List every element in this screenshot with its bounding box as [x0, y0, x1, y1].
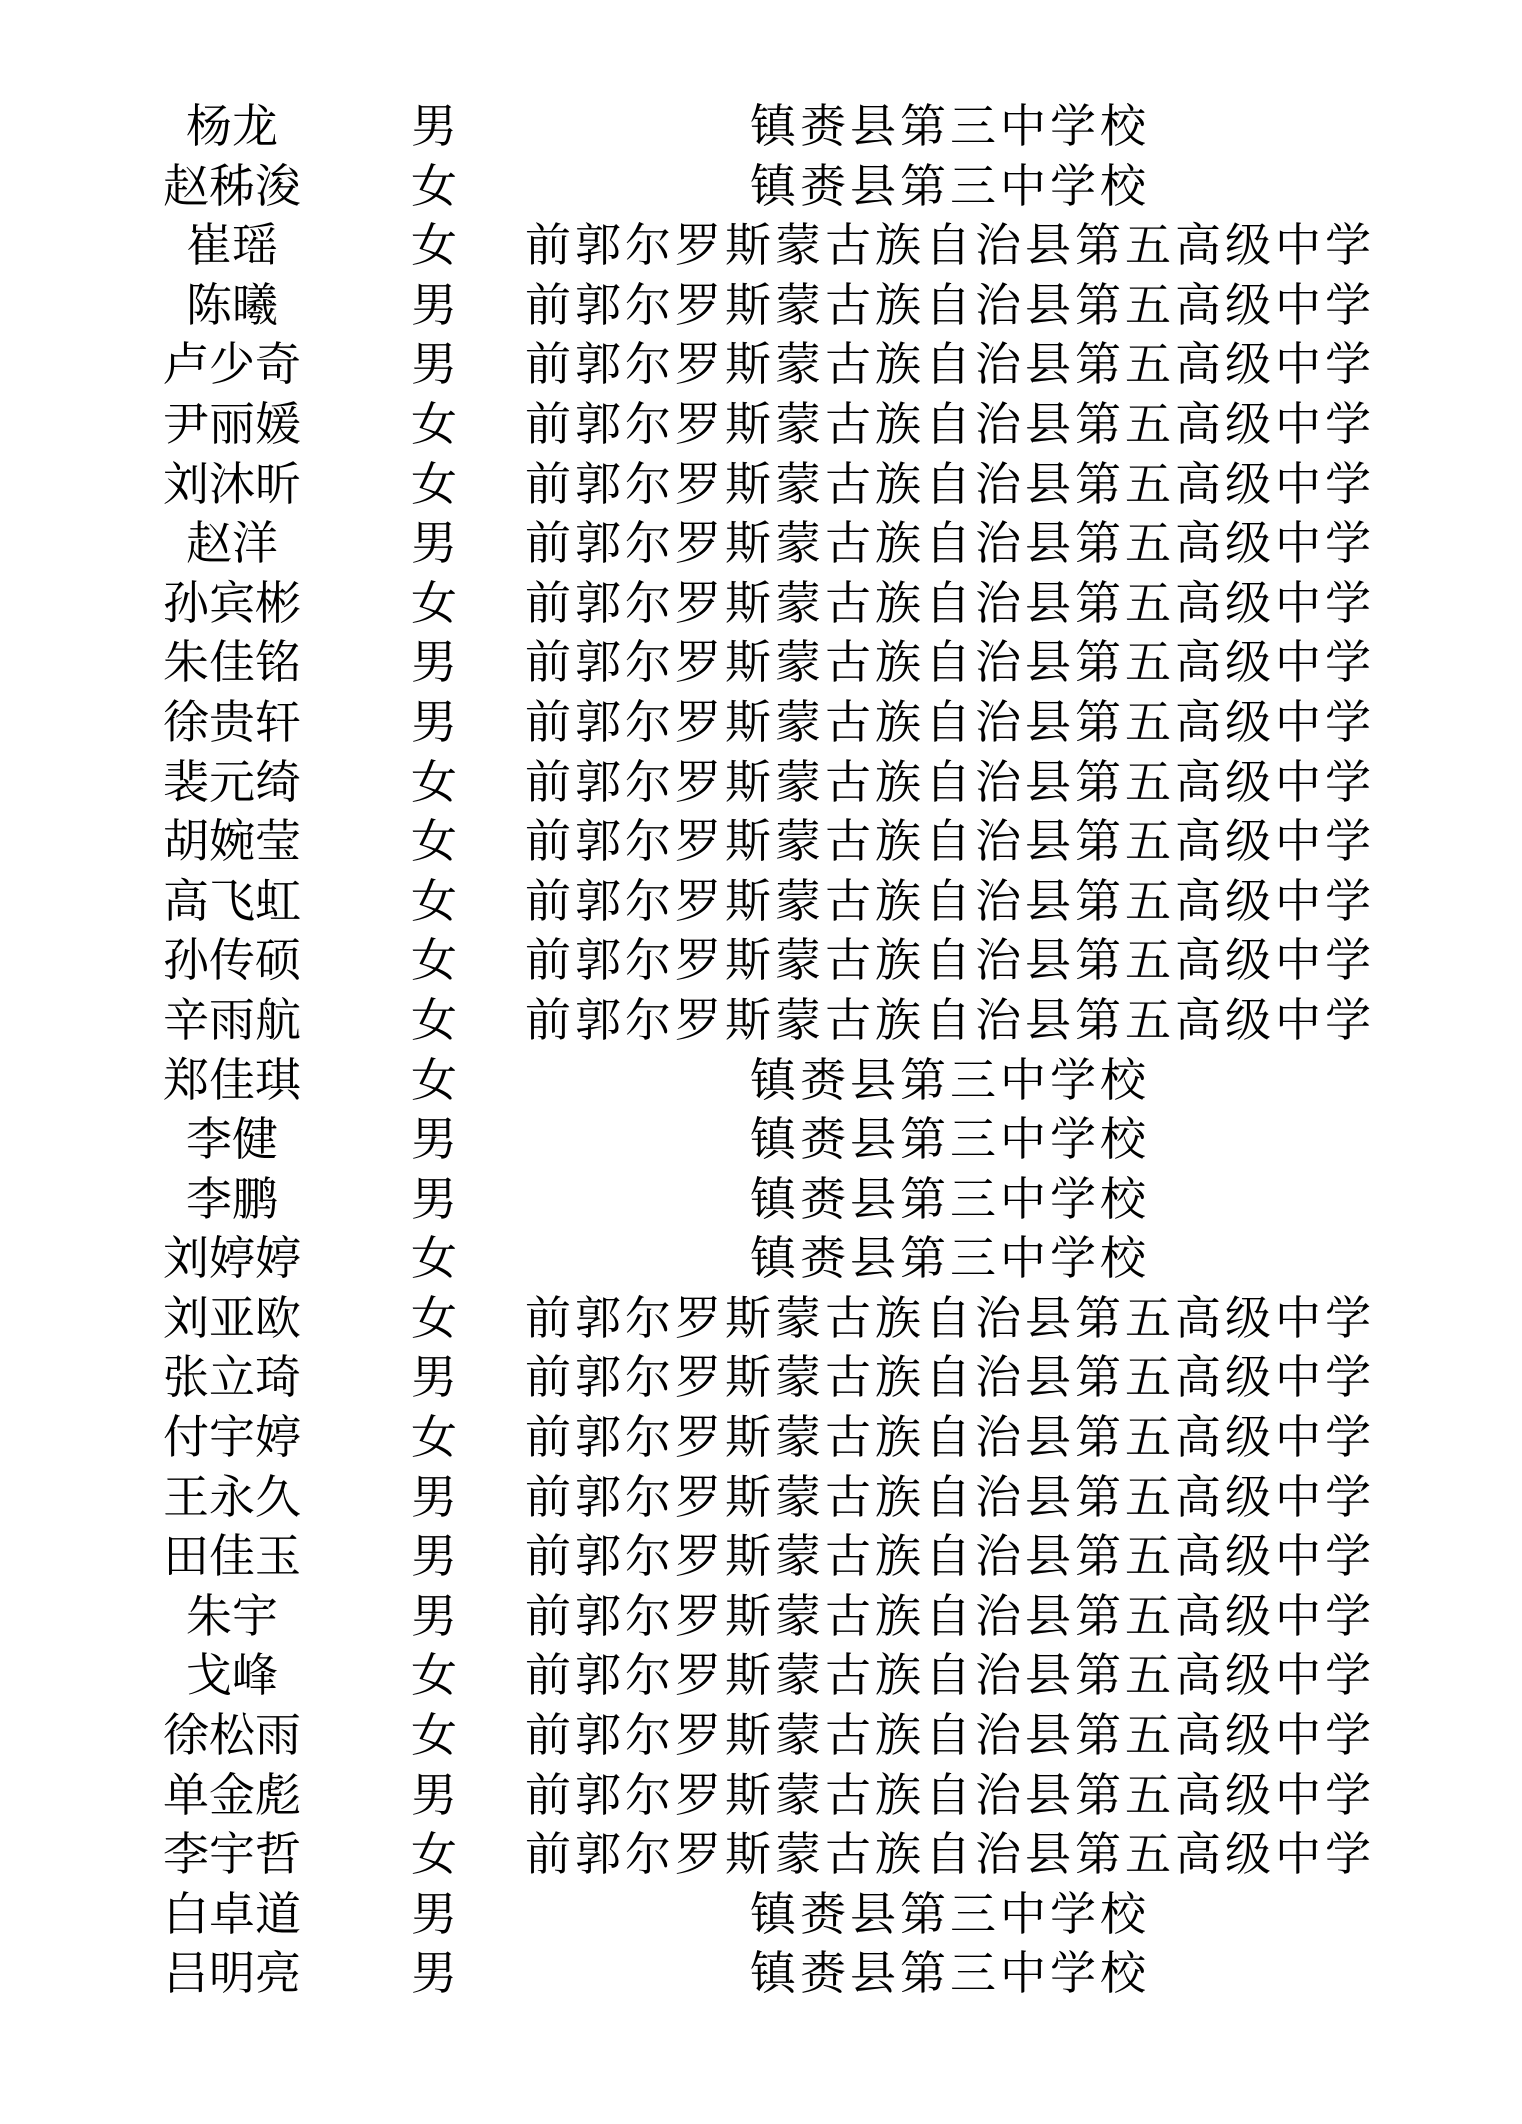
student-name: 李鹏 — [186, 1171, 278, 1226]
student-gender: 女 — [411, 396, 457, 451]
student-name: 孙传硕 — [163, 933, 301, 988]
student-school: 前郭尔罗斯蒙古族自治县第五高级中学 — [525, 1469, 1375, 1524]
student-school: 镇赉县第三中学校 — [750, 1946, 1150, 2001]
student-school: 前郭尔罗斯蒙古族自治县第五高级中学 — [525, 1648, 1375, 1703]
student-name: 张立琦 — [163, 1350, 301, 1405]
student-school: 镇赉县第三中学校 — [750, 1052, 1150, 1107]
table-row — [0, 1348, 1522, 1408]
student-name: 白卓道 — [163, 1886, 301, 1941]
student-gender: 女 — [411, 575, 457, 630]
table-row — [0, 1289, 1522, 1349]
table-row — [0, 872, 1522, 932]
table-row — [0, 335, 1522, 395]
student-name: 刘亚欧 — [163, 1290, 301, 1345]
student-gender: 女 — [411, 1648, 457, 1703]
student-school: 前郭尔罗斯蒙古族自治县第五高级中学 — [525, 218, 1375, 273]
table-row — [0, 1229, 1522, 1289]
student-name: 杨龙 — [186, 99, 278, 153]
student-school: 前郭尔罗斯蒙古族自治县第五高级中学 — [525, 1827, 1375, 1882]
student-school: 前郭尔罗斯蒙古族自治县第五高级中学 — [525, 277, 1375, 332]
student-gender: 女 — [411, 754, 457, 809]
student-school: 镇赉县第三中学校 — [750, 99, 1150, 153]
student-school: 前郭尔罗斯蒙古族自治县第五高级中学 — [525, 575, 1375, 630]
student-school: 前郭尔罗斯蒙古族自治县第五高级中学 — [525, 516, 1375, 571]
student-name: 田佳玉 — [163, 1529, 301, 1584]
student-school: 镇赉县第三中学校 — [750, 1231, 1150, 1286]
student-name: 高飞虹 — [163, 873, 301, 928]
table-row — [0, 693, 1522, 753]
student-name: 李健 — [186, 1112, 278, 1167]
student-gender: 男 — [411, 635, 457, 690]
student-name: 刘沐昕 — [163, 456, 301, 511]
student-gender: 女 — [411, 1410, 457, 1465]
student-gender: 女 — [411, 1827, 457, 1882]
student-school: 镇赉县第三中学校 — [750, 1886, 1150, 1941]
student-gender: 男 — [411, 1529, 457, 1584]
student-list — [0, 97, 1522, 2004]
student-gender: 男 — [411, 277, 457, 332]
student-name: 尹丽媛 — [163, 396, 301, 451]
student-name: 李宇哲 — [163, 1827, 301, 1882]
table-row — [0, 97, 1522, 157]
student-name: 卢少奇 — [163, 337, 301, 392]
table-row — [0, 1587, 1522, 1647]
student-name: 徐松雨 — [163, 1708, 301, 1763]
student-name: 裴元绮 — [163, 754, 301, 809]
student-name: 戈峰 — [186, 1648, 278, 1703]
student-name: 朱佳铭 — [163, 635, 301, 690]
student-gender: 女 — [411, 814, 457, 869]
student-name: 付宇婷 — [163, 1410, 301, 1465]
table-row — [0, 455, 1522, 515]
student-gender: 女 — [411, 1052, 457, 1107]
student-name: 崔瑶 — [186, 218, 278, 273]
table-row — [0, 514, 1522, 574]
table-row — [0, 574, 1522, 634]
table-row — [0, 216, 1522, 276]
table-row — [0, 812, 1522, 872]
student-gender: 女 — [411, 1231, 457, 1286]
student-school: 前郭尔罗斯蒙古族自治县第五高级中学 — [525, 1350, 1375, 1405]
student-school: 前郭尔罗斯蒙古族自治县第五高级中学 — [525, 1708, 1375, 1763]
student-school: 镇赉县第三中学校 — [750, 158, 1150, 213]
table-row — [0, 931, 1522, 991]
student-school: 前郭尔罗斯蒙古族自治县第五高级中学 — [525, 814, 1375, 869]
student-school: 镇赉县第三中学校 — [750, 1112, 1150, 1167]
student-gender: 男 — [411, 1112, 457, 1167]
table-row — [0, 395, 1522, 455]
student-gender: 男 — [411, 1171, 457, 1226]
table-row — [0, 1408, 1522, 1468]
table-row — [0, 1706, 1522, 1766]
table-row — [0, 1825, 1522, 1885]
table-row — [0, 157, 1522, 217]
student-name: 王永久 — [163, 1469, 301, 1524]
student-gender: 女 — [411, 456, 457, 511]
student-school: 前郭尔罗斯蒙古族自治县第五高级中学 — [525, 1588, 1375, 1643]
student-name: 胡婉莹 — [163, 814, 301, 869]
student-school: 前郭尔罗斯蒙古族自治县第五高级中学 — [525, 873, 1375, 928]
student-gender: 男 — [411, 1886, 457, 1941]
student-gender: 女 — [411, 873, 457, 928]
student-gender: 男 — [411, 516, 457, 571]
student-school: 前郭尔罗斯蒙古族自治县第五高级中学 — [525, 396, 1375, 451]
table-row — [0, 991, 1522, 1051]
student-name: 朱宇 — [186, 1588, 278, 1643]
student-name: 辛雨航 — [163, 992, 301, 1047]
student-gender: 男 — [411, 1588, 457, 1643]
student-name: 孙宾彬 — [163, 575, 301, 630]
student-gender: 男 — [411, 1350, 457, 1405]
table-row — [0, 276, 1522, 336]
student-school: 前郭尔罗斯蒙古族自治县第五高级中学 — [525, 456, 1375, 511]
table-row — [0, 1051, 1522, 1111]
table-row — [0, 1110, 1522, 1170]
student-gender: 男 — [411, 1767, 457, 1822]
student-name: 吕明亮 — [163, 1946, 301, 2001]
student-gender: 男 — [411, 1469, 457, 1524]
student-gender: 女 — [411, 1708, 457, 1763]
student-gender: 女 — [411, 158, 457, 213]
student-gender: 女 — [411, 1290, 457, 1345]
student-gender: 男 — [411, 694, 457, 749]
student-school: 镇赉县第三中学校 — [750, 1171, 1150, 1226]
student-gender: 男 — [411, 99, 457, 153]
student-school: 前郭尔罗斯蒙古族自治县第五高级中学 — [525, 754, 1375, 809]
student-gender: 女 — [411, 218, 457, 273]
table-row — [0, 1170, 1522, 1230]
student-gender: 男 — [411, 337, 457, 392]
student-name: 赵秭浚 — [163, 158, 301, 213]
student-school: 前郭尔罗斯蒙古族自治县第五高级中学 — [525, 1290, 1375, 1345]
student-name: 刘婷婷 — [163, 1231, 301, 1286]
table-row — [0, 633, 1522, 693]
student-school: 前郭尔罗斯蒙古族自治县第五高级中学 — [525, 337, 1375, 392]
student-school: 前郭尔罗斯蒙古族自治县第五高级中学 — [525, 635, 1375, 690]
student-school: 前郭尔罗斯蒙古族自治县第五高级中学 — [525, 992, 1375, 1047]
student-school: 前郭尔罗斯蒙古族自治县第五高级中学 — [525, 933, 1375, 988]
student-name: 陈曦 — [186, 277, 278, 332]
student-gender: 女 — [411, 992, 457, 1047]
student-name: 郑佳琪 — [163, 1052, 301, 1107]
student-gender: 女 — [411, 933, 457, 988]
table-row — [0, 753, 1522, 813]
table-row — [0, 1468, 1522, 1528]
table-row — [0, 1885, 1522, 1945]
student-name: 单金彪 — [163, 1767, 301, 1822]
table-row — [0, 1766, 1522, 1826]
student-school: 前郭尔罗斯蒙古族自治县第五高级中学 — [525, 694, 1375, 749]
table-row — [0, 1944, 1522, 2004]
student-name: 徐贵轩 — [163, 694, 301, 749]
table-row — [0, 1527, 1522, 1587]
student-name: 赵洋 — [186, 516, 278, 571]
student-gender: 男 — [411, 1946, 457, 2001]
student-school: 前郭尔罗斯蒙古族自治县第五高级中学 — [525, 1767, 1375, 1822]
student-school: 前郭尔罗斯蒙古族自治县第五高级中学 — [525, 1529, 1375, 1584]
student-school: 前郭尔罗斯蒙古族自治县第五高级中学 — [525, 1410, 1375, 1465]
table-row — [0, 1646, 1522, 1706]
